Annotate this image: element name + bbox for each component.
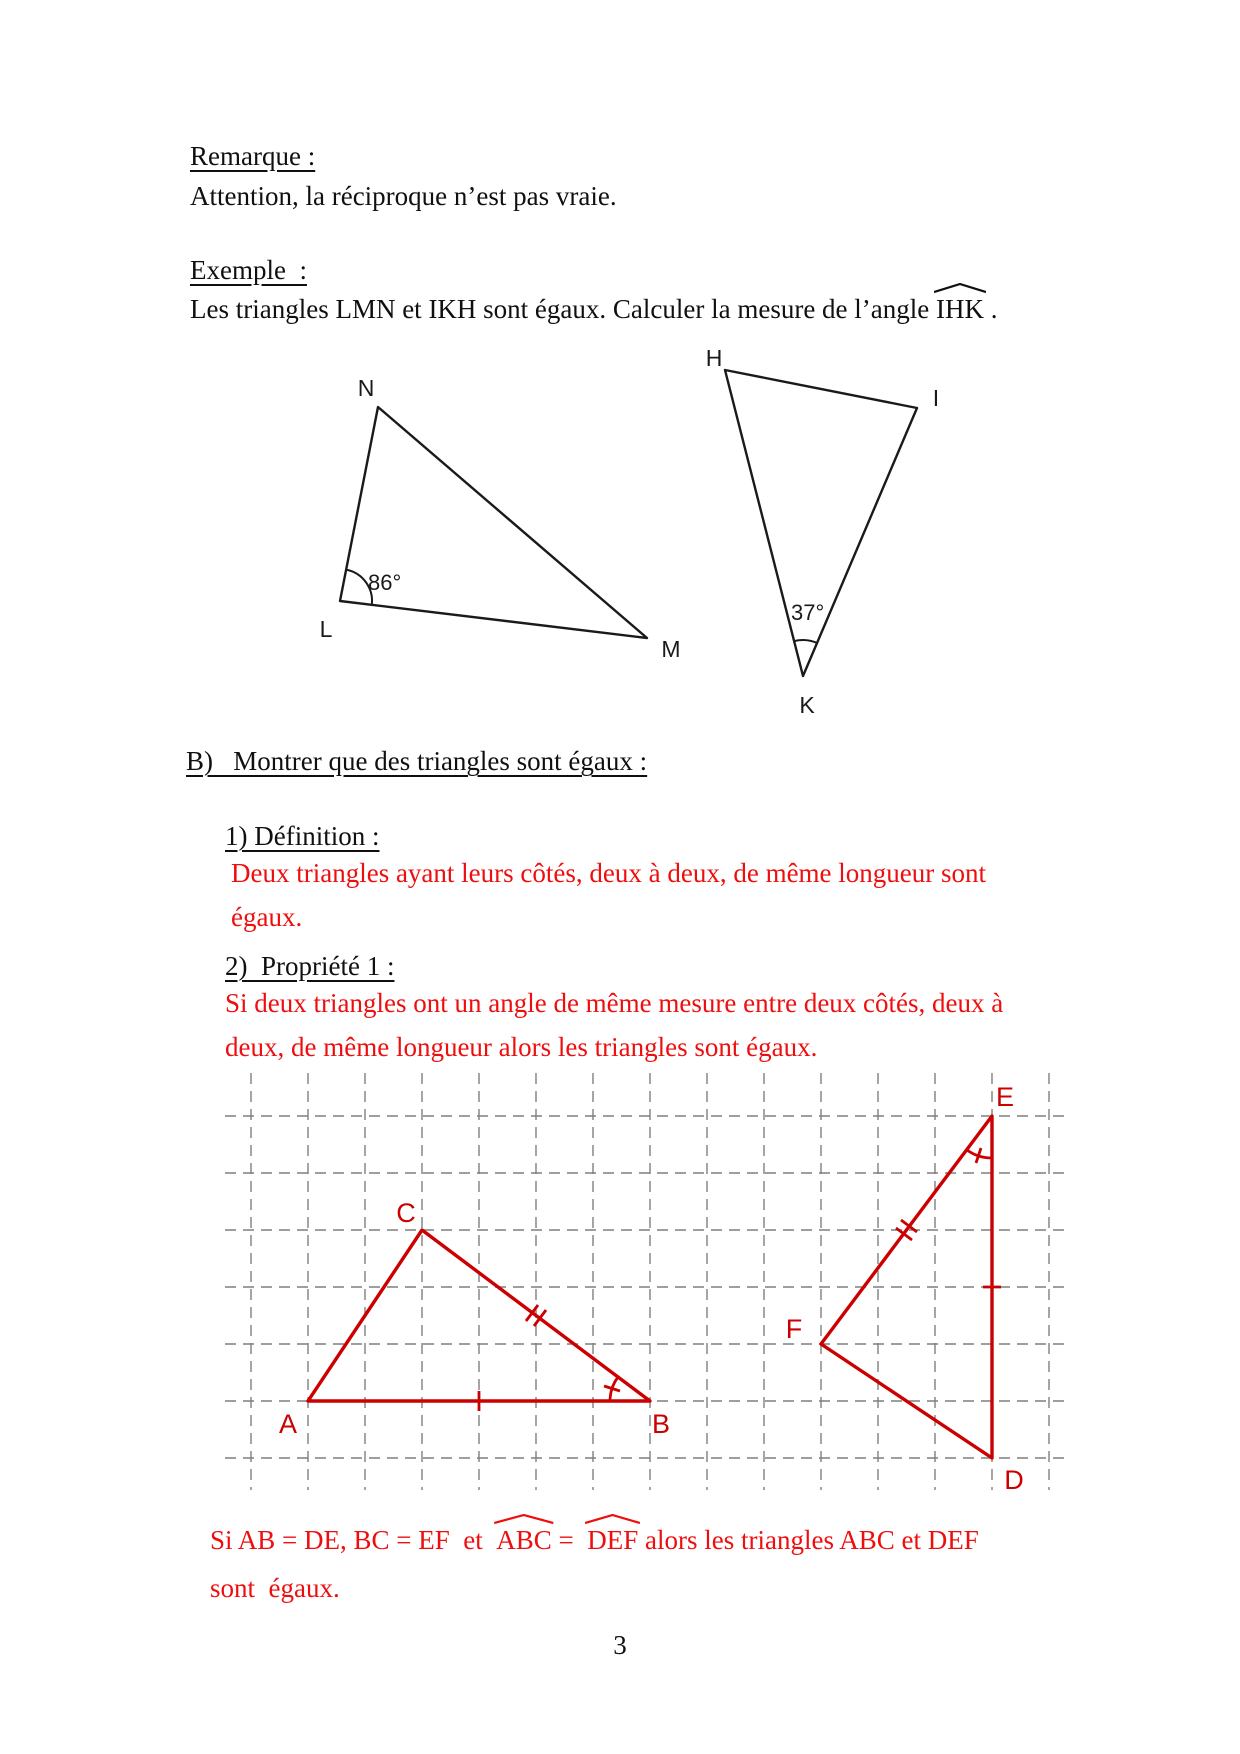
vertex-label-l: L bbox=[319, 616, 333, 642]
angle-abc-letters: ABC bbox=[496, 1525, 552, 1555]
grid-triangles-abc-def-figure bbox=[215, 1055, 1075, 1500]
angle-def-letters: DEF bbox=[587, 1525, 639, 1555]
triangle-lmn-outline bbox=[340, 407, 647, 638]
exemple-body-lead: Les triangles LMN et IKH sont égaux. Calculer la mesure de l’angle bbox=[190, 294, 937, 324]
angle-value-86: 86° bbox=[368, 570, 402, 595]
propriete-line1: Si deux triangles ont un angle de même mesure entre deux côtés, deux à bbox=[225, 988, 1004, 1018]
conclusion-seg1: Si AB = DE, BC = EF et bbox=[210, 1525, 497, 1555]
vertex-label-c: C bbox=[396, 1198, 416, 1228]
vertex-label-k: K bbox=[799, 692, 815, 718]
conclusion-seg3: alors les triangles ABC et DEF bbox=[638, 1525, 979, 1555]
propriete-heading: 2) Propriété 1 : bbox=[225, 951, 395, 981]
conclusion-line1 bbox=[210, 1524, 979, 1558]
vertex-label-m: M bbox=[661, 636, 681, 662]
angle-def bbox=[587, 1524, 638, 1558]
triangles-lmn-ikh-figure bbox=[280, 340, 960, 730]
vertex-label-h: H bbox=[705, 345, 723, 371]
part-b-heading: B) Montrer que des triangles sont égaux : bbox=[186, 746, 648, 776]
vertex-label-a: A bbox=[278, 1409, 298, 1439]
vertex-label-d: D bbox=[1004, 1465, 1024, 1495]
definition-line2: égaux. bbox=[231, 902, 303, 932]
angle-arc-k bbox=[794, 640, 817, 643]
definition-line1: Deux triangles ayant leurs côtés, deux à deux, de même longueur sont bbox=[231, 858, 987, 888]
exemple-body-tail: . bbox=[984, 294, 998, 324]
remarque-body: Attention, la réciproque n’est pas vraie. bbox=[190, 181, 617, 211]
exemple-body bbox=[190, 293, 998, 327]
wide-hat-accent-icon bbox=[584, 1514, 641, 1524]
exemple-heading: Exemple : bbox=[190, 255, 307, 285]
vertex-label-f: F bbox=[785, 1314, 803, 1344]
propriete-line2: deux, de même longueur alors les triangles sont égaux. bbox=[225, 1032, 818, 1062]
page-number: 3 bbox=[613, 1630, 627, 1660]
definition-heading: 1) Définition : bbox=[225, 821, 380, 851]
angle-abc bbox=[496, 1524, 552, 1558]
conclusion-line2: sont égaux. bbox=[210, 1573, 340, 1603]
angle-ihk bbox=[936, 293, 984, 327]
vertex-label-b: B bbox=[651, 1409, 671, 1439]
dashed-grid bbox=[225, 1073, 1068, 1490]
vertex-label-i: I bbox=[932, 385, 940, 411]
wide-hat-accent-icon bbox=[933, 283, 987, 293]
wide-hat-accent-icon bbox=[493, 1514, 555, 1524]
angle-value-37: 37° bbox=[791, 600, 825, 625]
conclusion-seg2: = bbox=[551, 1525, 588, 1555]
vertex-label-e: E bbox=[995, 1082, 1015, 1112]
triangle-ikh-outline bbox=[725, 370, 917, 676]
angle-ihk-letters: IHK bbox=[936, 294, 985, 324]
vertex-label-n: N bbox=[357, 375, 375, 401]
remarque-heading: Remarque : bbox=[190, 141, 316, 171]
